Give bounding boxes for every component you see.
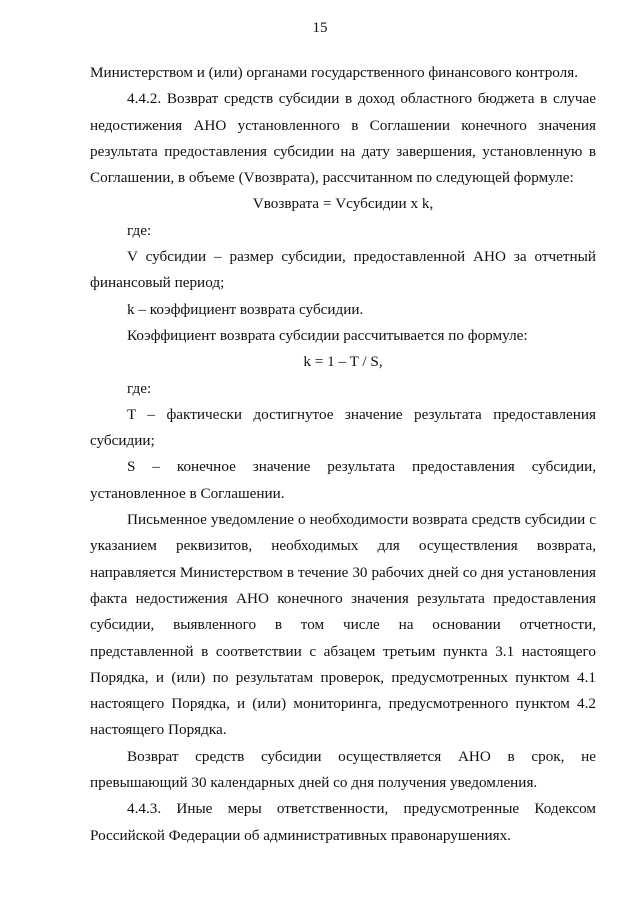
- definition-s: S – конечное значение результата предоставления субсидии, установленное в Соглашении.: [90, 458, 596, 502]
- where-label-2: где:: [127, 379, 152, 397]
- formula-return-volume: Vвозврата = Vсубсидии x k,: [252, 195, 434, 213]
- formula-coefficient: k = 1 – T / S,: [303, 353, 383, 371]
- paragraph-notification: Письменное уведомление о необходимости возврата средств субсидии с указанием реквизитов, необходимых для осуществления возврата, направляется Министерством в течение 30 рабочих дней со дня установления факта недостижения АНО конечного значения результата предоставления субсидии, выявленного в том числе на основании отчетности, представленной в соответствии с абзацем третьим пункта 3.1 настоящего Порядка, и (или) по результатам проверок, предусмотренных пунктом 4.1 настоящего Порядка, и (или) мониторинга, предусмотренного пунктом 4.2 настоящего Порядка.: [90, 511, 596, 739]
- paragraph-return-term: Возврат средств субсидии осуществляется АНО в срок, не превышающий 30 календарных дней со дня получения уведомления.: [90, 747, 596, 792]
- page-number: 15: [312, 20, 328, 36]
- paragraph-4-4-2: 4.4.2. Возврат средств субсидии в доход областного бюджета в случае недостижения АНО установленного в Соглашении конечного значения результата предоставления субсидии на дату завершения, установленную в Соглашении, в объеме (Vвозврата), рассчитанном по следующей формуле:: [90, 90, 596, 187]
- coefficient-intro: Коэффициент возврата субсидии рассчитывается по формуле:: [127, 326, 528, 344]
- where-label-1: где:: [127, 221, 152, 239]
- definition-k: k – коэффициент возврата субсидии.: [127, 300, 364, 318]
- paragraph-continuation: Министерством и (или) органами государственного финансового контроля.: [90, 64, 579, 81]
- definition-t: T – фактически достигнутое значение результата предоставления субсидии;: [90, 405, 596, 450]
- paragraph-4-4-3: 4.4.3. Иные меры ответственности, предусмотренные Кодексом Российской Федерации об административных правонарушениях.: [90, 800, 596, 844]
- definition-v-subsidy: V субсидии – размер субсидии, предоставленной АНО за отчетный финансовый период;: [90, 248, 596, 292]
- document-body: [90, 60, 596, 849]
